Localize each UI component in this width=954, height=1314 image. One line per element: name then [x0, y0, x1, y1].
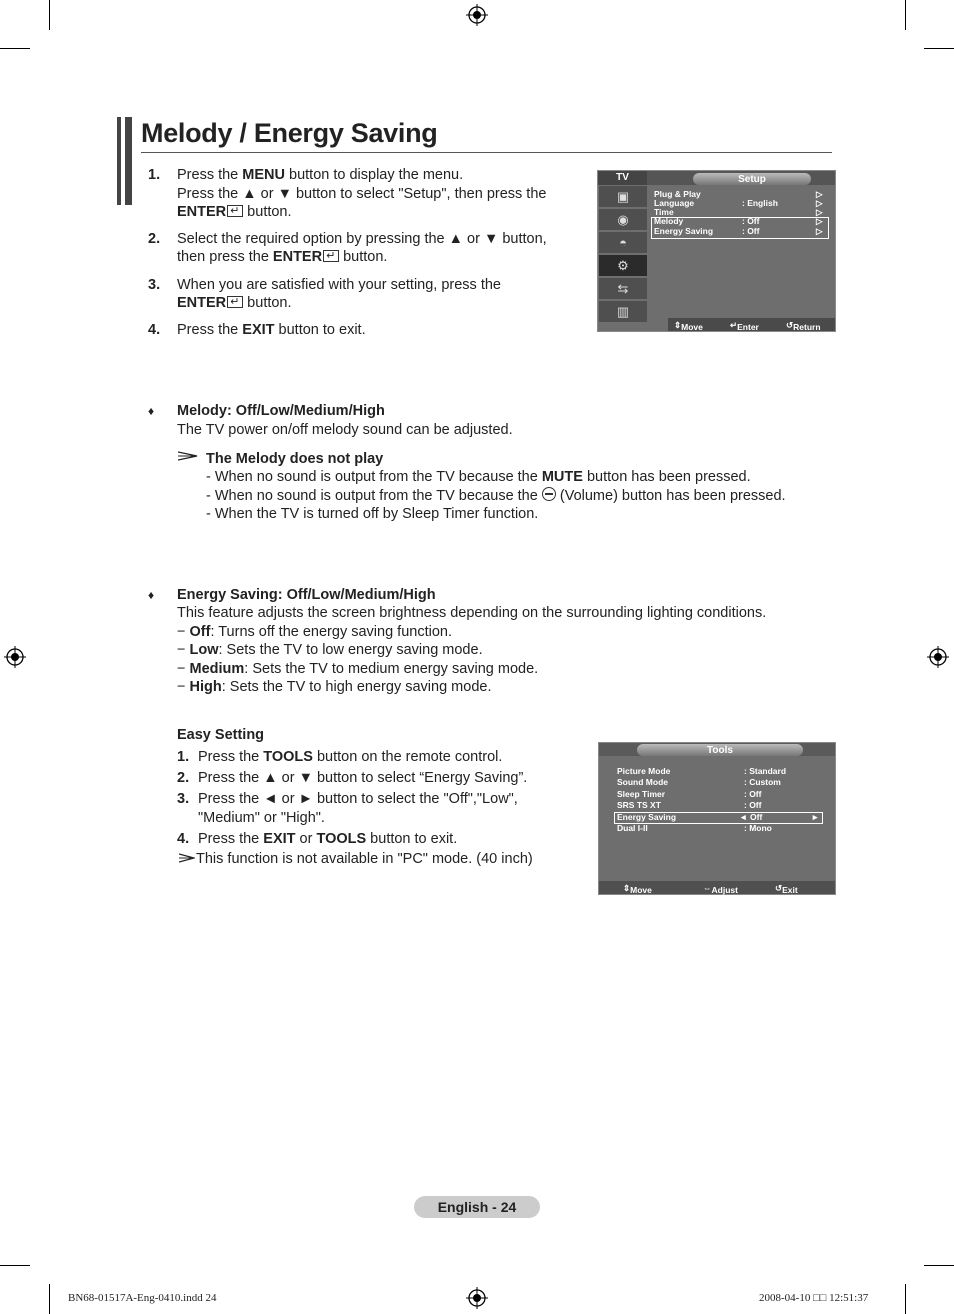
energy-description: This feature adjusts the screen brightness depending on the surrounding lighting conditions.: [177, 605, 767, 621]
step-number: 3.: [148, 277, 161, 293]
easy-step-2: 2. Press the ▲ or ▼ button to select “Energy Saving”.: [177, 770, 528, 786]
melody-note-line: - When the TV is turned off by Sleep Timer function.: [206, 506, 539, 522]
sound-icon: ◉: [599, 209, 647, 230]
arrow-right-icon: ▷: [816, 207, 823, 217]
osd-item: Energy Saving ◄ Off ►: [617, 812, 820, 822]
step-number: 1.: [148, 167, 161, 183]
crop-mark: [49, 0, 50, 30]
crop-mark: [924, 1265, 954, 1266]
osd-nav-move: ⇕ Move: [674, 320, 703, 332]
arrow-right-icon: ►: [811, 812, 820, 822]
footer-timestamp: 2008-04-10 □□ 12:51:37: [759, 1292, 869, 1304]
melody-note-title: The Melody does not play: [206, 451, 384, 467]
crop-mark: [0, 1265, 30, 1266]
osd-item: Time: [654, 207, 674, 217]
step-1: [148, 166, 547, 220]
step-line: Press the MENU button to display the menu.: [177, 167, 464, 183]
osd-nav-exit: ↺ Exit: [775, 883, 798, 895]
osd-item: SRS TS XT : Off: [617, 800, 762, 810]
energy-heading: Energy Saving: Off/Low/Medium/High: [177, 587, 436, 603]
arrow-right-icon: ▷: [816, 226, 823, 236]
picture-icon: ▣: [599, 186, 647, 207]
arrow-left-icon: ◄: [739, 812, 748, 822]
arrow-right-icon: ▷: [816, 189, 823, 199]
step-line: Select the required option by pressing the ▲ or ▼ button,: [177, 231, 547, 247]
osd-sidebar: [599, 186, 647, 324]
osd-nav-move: ⇕ Move: [623, 883, 652, 895]
energy-bullet: ♦: [148, 588, 155, 602]
osd-menu-title: Setup: [693, 173, 811, 185]
setup-menu-screenshot: [597, 170, 836, 332]
melody-note-line: - When no sound is output from the TV because the MUTE button has been pressed.: [206, 469, 751, 485]
enter-icon: [227, 296, 243, 308]
input-icon: ⇆: [599, 278, 647, 299]
osd-item: Melody : Off: [654, 216, 760, 226]
melody-description: The TV power on/off melody sound can be adjusted.: [177, 422, 513, 438]
page-number-badge: English - 24: [414, 1196, 540, 1218]
step-line: then press the ENTER↵ button.: [177, 248, 387, 266]
crop-mark: [0, 48, 30, 49]
step-number: 2.: [148, 231, 161, 247]
osd-item: Dual I-II : Mono: [617, 823, 772, 833]
melody-bullet: ♦: [148, 404, 155, 418]
osd-nav-bar: [599, 881, 835, 894]
osd-item: Energy Saving : Off: [654, 226, 760, 236]
step-line: ENTER↵ button.: [177, 294, 292, 312]
melody-note-line: - When no sound is output from the TV because the (Volume) button has been pressed.: [206, 488, 786, 504]
page-title: Melody / Energy Saving: [141, 118, 438, 148]
title-rule: [141, 152, 832, 153]
osd-nav-enter: ↵ Enter: [730, 320, 759, 332]
osd-item: Picture Mode : Standard: [617, 766, 787, 776]
registration-mark-icon: [927, 646, 949, 668]
osd-menu-title: Tools: [637, 744, 803, 756]
step-number: 4.: [148, 322, 161, 338]
enter-icon: [227, 205, 243, 217]
arrow-right-icon: ▷: [816, 216, 823, 226]
osd-item: Sound Mode : Custom: [617, 777, 781, 787]
easy-setting-heading: Easy Setting: [177, 727, 265, 743]
channel-icon: ◓: [599, 232, 647, 253]
easy-step-3: 3. Press the ◄ or ► button to select the "Off","Low", "Medium" or "High".: [177, 791, 518, 826]
step-line: Press the EXIT button to exit.: [177, 322, 366, 338]
energy-option: − High: Sets the TV to high energy saving mode.: [177, 679, 492, 695]
step-3: [148, 276, 501, 311]
osd-tv-label: TV: [598, 171, 647, 185]
setup-gear-icon: ⚙: [599, 255, 647, 276]
step-4: [148, 321, 366, 339]
osd-item: Plug & Play: [654, 189, 701, 199]
easy-step-1: 1. Press the TOOLS button on the remote control.: [177, 749, 503, 765]
registration-mark-icon: [4, 646, 26, 668]
title-accent-gap: [121, 117, 125, 205]
osd-nav-adjust: ⇔ Adjust: [703, 883, 738, 895]
step-line: ENTER↵ button.: [177, 203, 292, 221]
easy-step-4: 4. Press the EXIT or TOOLS button to exit.: [177, 831, 458, 847]
step-line: When you are satisfied with your setting, press the: [177, 277, 501, 293]
registration-mark-icon: [466, 4, 488, 26]
crop-mark: [905, 1284, 906, 1314]
crop-mark: [905, 0, 906, 30]
osd-item: Language : English: [654, 198, 778, 208]
arrow-right-icon: ▷: [816, 198, 823, 208]
application-icon: ▥: [599, 301, 647, 322]
energy-option: − Off: Turns off the energy saving function.: [177, 624, 452, 640]
step-line: Press the ▲ or ▼ button to select "Setup", then press the: [177, 186, 547, 202]
osd-nav-bar: [668, 318, 835, 331]
volume-icon: [542, 487, 556, 501]
note-arrow-icon: [178, 451, 198, 461]
crop-mark: [924, 48, 954, 49]
step-2: [148, 230, 547, 265]
tools-menu-screenshot: [598, 742, 836, 895]
registration-mark-icon: [466, 1287, 488, 1309]
energy-option: − Low: Sets the TV to low energy saving mode.: [177, 642, 483, 658]
melody-heading: Melody: Off/Low/Medium/High: [177, 403, 385, 419]
note-arrow-icon: [179, 853, 195, 863]
osd-item: Sleep Timer : Off: [617, 789, 762, 799]
crop-mark: [49, 1284, 50, 1314]
footer-file-info: BN68-01517A-Eng-0410.indd 24: [68, 1292, 217, 1304]
energy-option: − Medium: Sets the TV to medium energy saving mode.: [177, 661, 539, 677]
osd-nav-return: ↺ Return: [786, 320, 821, 332]
easy-note: This function is not available in "PC" mode. (40 inch): [196, 851, 533, 867]
enter-icon: [323, 250, 339, 262]
